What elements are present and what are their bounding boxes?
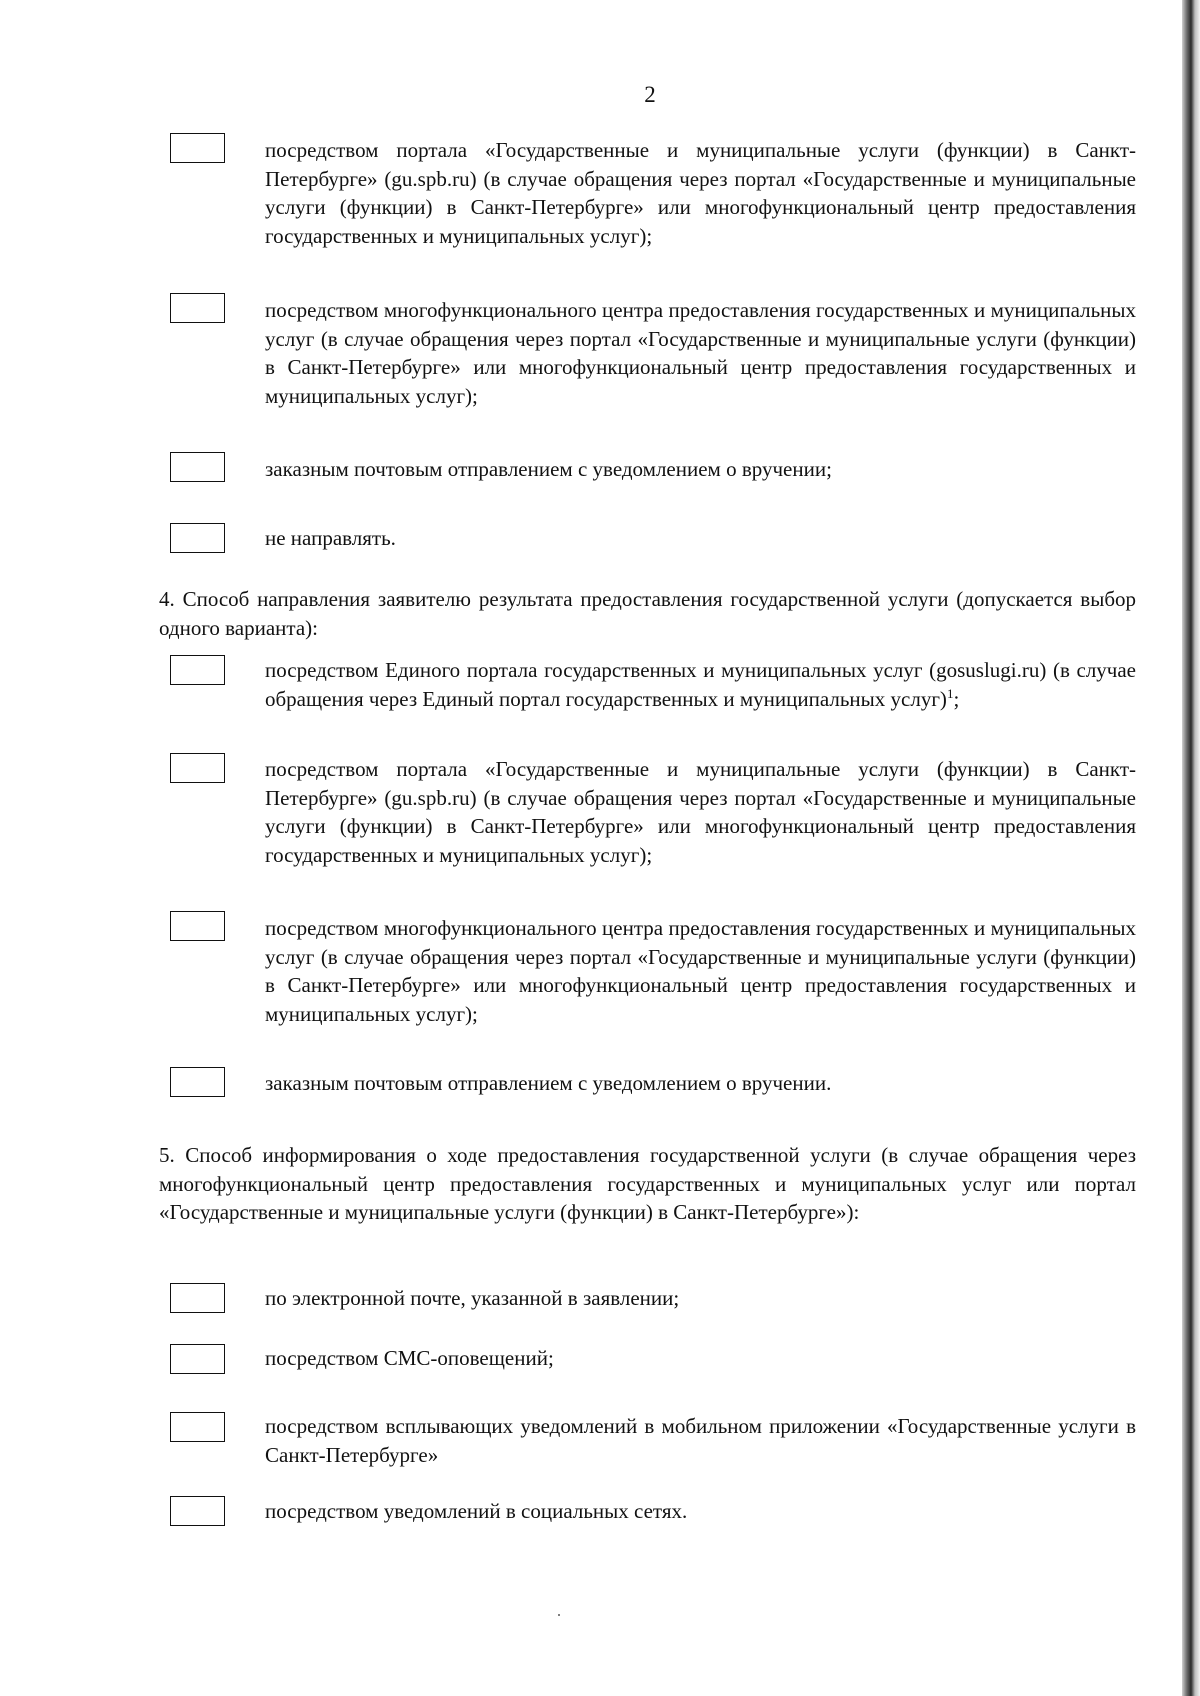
option-result-gu-spb: посредством портала «Государственные и муниципальные услуги (функции) в Санкт-Петербурге» (gu.spb.ru) (в случае обращения через портал «Государственные и муниципальные услуги (функции) в Санкт-Петербурге» или многофункциональный центр предоставления государственных и муниципальных услуг); [265,757,1136,867]
page-number: 2 [644,82,656,107]
option-info-sms: посредством СМС-оповещений; [265,1346,554,1370]
checkbox-info-email[interactable] [170,1283,225,1313]
option-do-not-send: не направлять. [265,526,396,550]
option-info-email: по электронной почте, указанной в заявлении; [265,1286,680,1310]
checkbox-info-social[interactable] [170,1496,225,1526]
checkbox-info-sms[interactable] [170,1344,225,1374]
checkbox-delivery-gu-spb[interactable] [170,133,225,163]
checkbox-do-not-send[interactable] [170,523,225,553]
section-5-heading: 5. Способ информирования о ходе предоставления государственной услуги (в случае обращения через многофункциональный центр предоставления государственных и муниципальных услуг или портал «Государственные и муниципальные услуги (функции) в Санкт-Петербурге»): [159,1143,1136,1224]
option-info-push: посредством всплывающих уведомлений в мобильном приложении «Государственные услуги в Санкт-Петербурге» [265,1414,1136,1467]
option-result-mfc: посредством многофункционального центра предоставления государственных и муниципальных услуг (в случае обращения через портал «Государственные и муниципальные услуги (функции) в Санкт-Петербурге» или многофункциональный центр предоставления государственных и муниципальных услуг); [265,916,1136,1026]
option-result-gosuslugi [265,656,1136,713]
footnote-marker: 1 [946,685,954,701]
scan-speck [558,1614,560,1616]
scan-edge-shadow [1182,0,1200,1696]
option-result-gosuslugi-tail: ; [953,686,960,711]
checkbox-delivery-registered-mail[interactable] [170,452,225,482]
option-delivery-gu-spb: посредством портала «Государственные и муниципальные услуги (функции) в Санкт-Петербурге» (gu.spb.ru) (в случае обращения через портал «Государственные и муниципальные услуги (функции) в Санкт-Петербурге» или многофункциональный центр предоставления государственных и муниципальных услуг); [265,138,1136,248]
option-result-registered-mail: заказным почтовым отправлением с уведомлением о вручении. [265,1071,832,1095]
checkbox-delivery-mfc[interactable] [170,293,225,323]
checkbox-result-registered-mail[interactable] [170,1067,225,1097]
checkbox-result-gosuslugi[interactable] [170,655,225,685]
section-4-heading: 4. Способ направления заявителю результата предоставления государственной услуги (допускается выбор одного варианта): [159,587,1136,640]
option-info-social: посредством уведомлений в социальных сетях. [265,1499,688,1523]
checkbox-result-gu-spb[interactable] [170,753,225,783]
option-delivery-mfc: посредством многофункционального центра предоставления государственных и муниципальных услуг (в случае обращения через портал «Государственные и муниципальные услуги (функции) в Санкт-Петербурге» или многофункциональный центр предоставления государственных и муниципальных услуг); [265,298,1136,408]
checkbox-result-mfc[interactable] [170,911,225,941]
option-delivery-registered-mail: заказным почтовым отправлением с уведомлением о вручении; [265,457,832,481]
option-result-gosuslugi-text: посредством Единого портала государственных и муниципальных услуг (gosuslugi.ru) (в случае обращения через Единый портал государственных и муниципальных услуг) [265,658,1136,711]
checkbox-info-push[interactable] [170,1412,225,1442]
